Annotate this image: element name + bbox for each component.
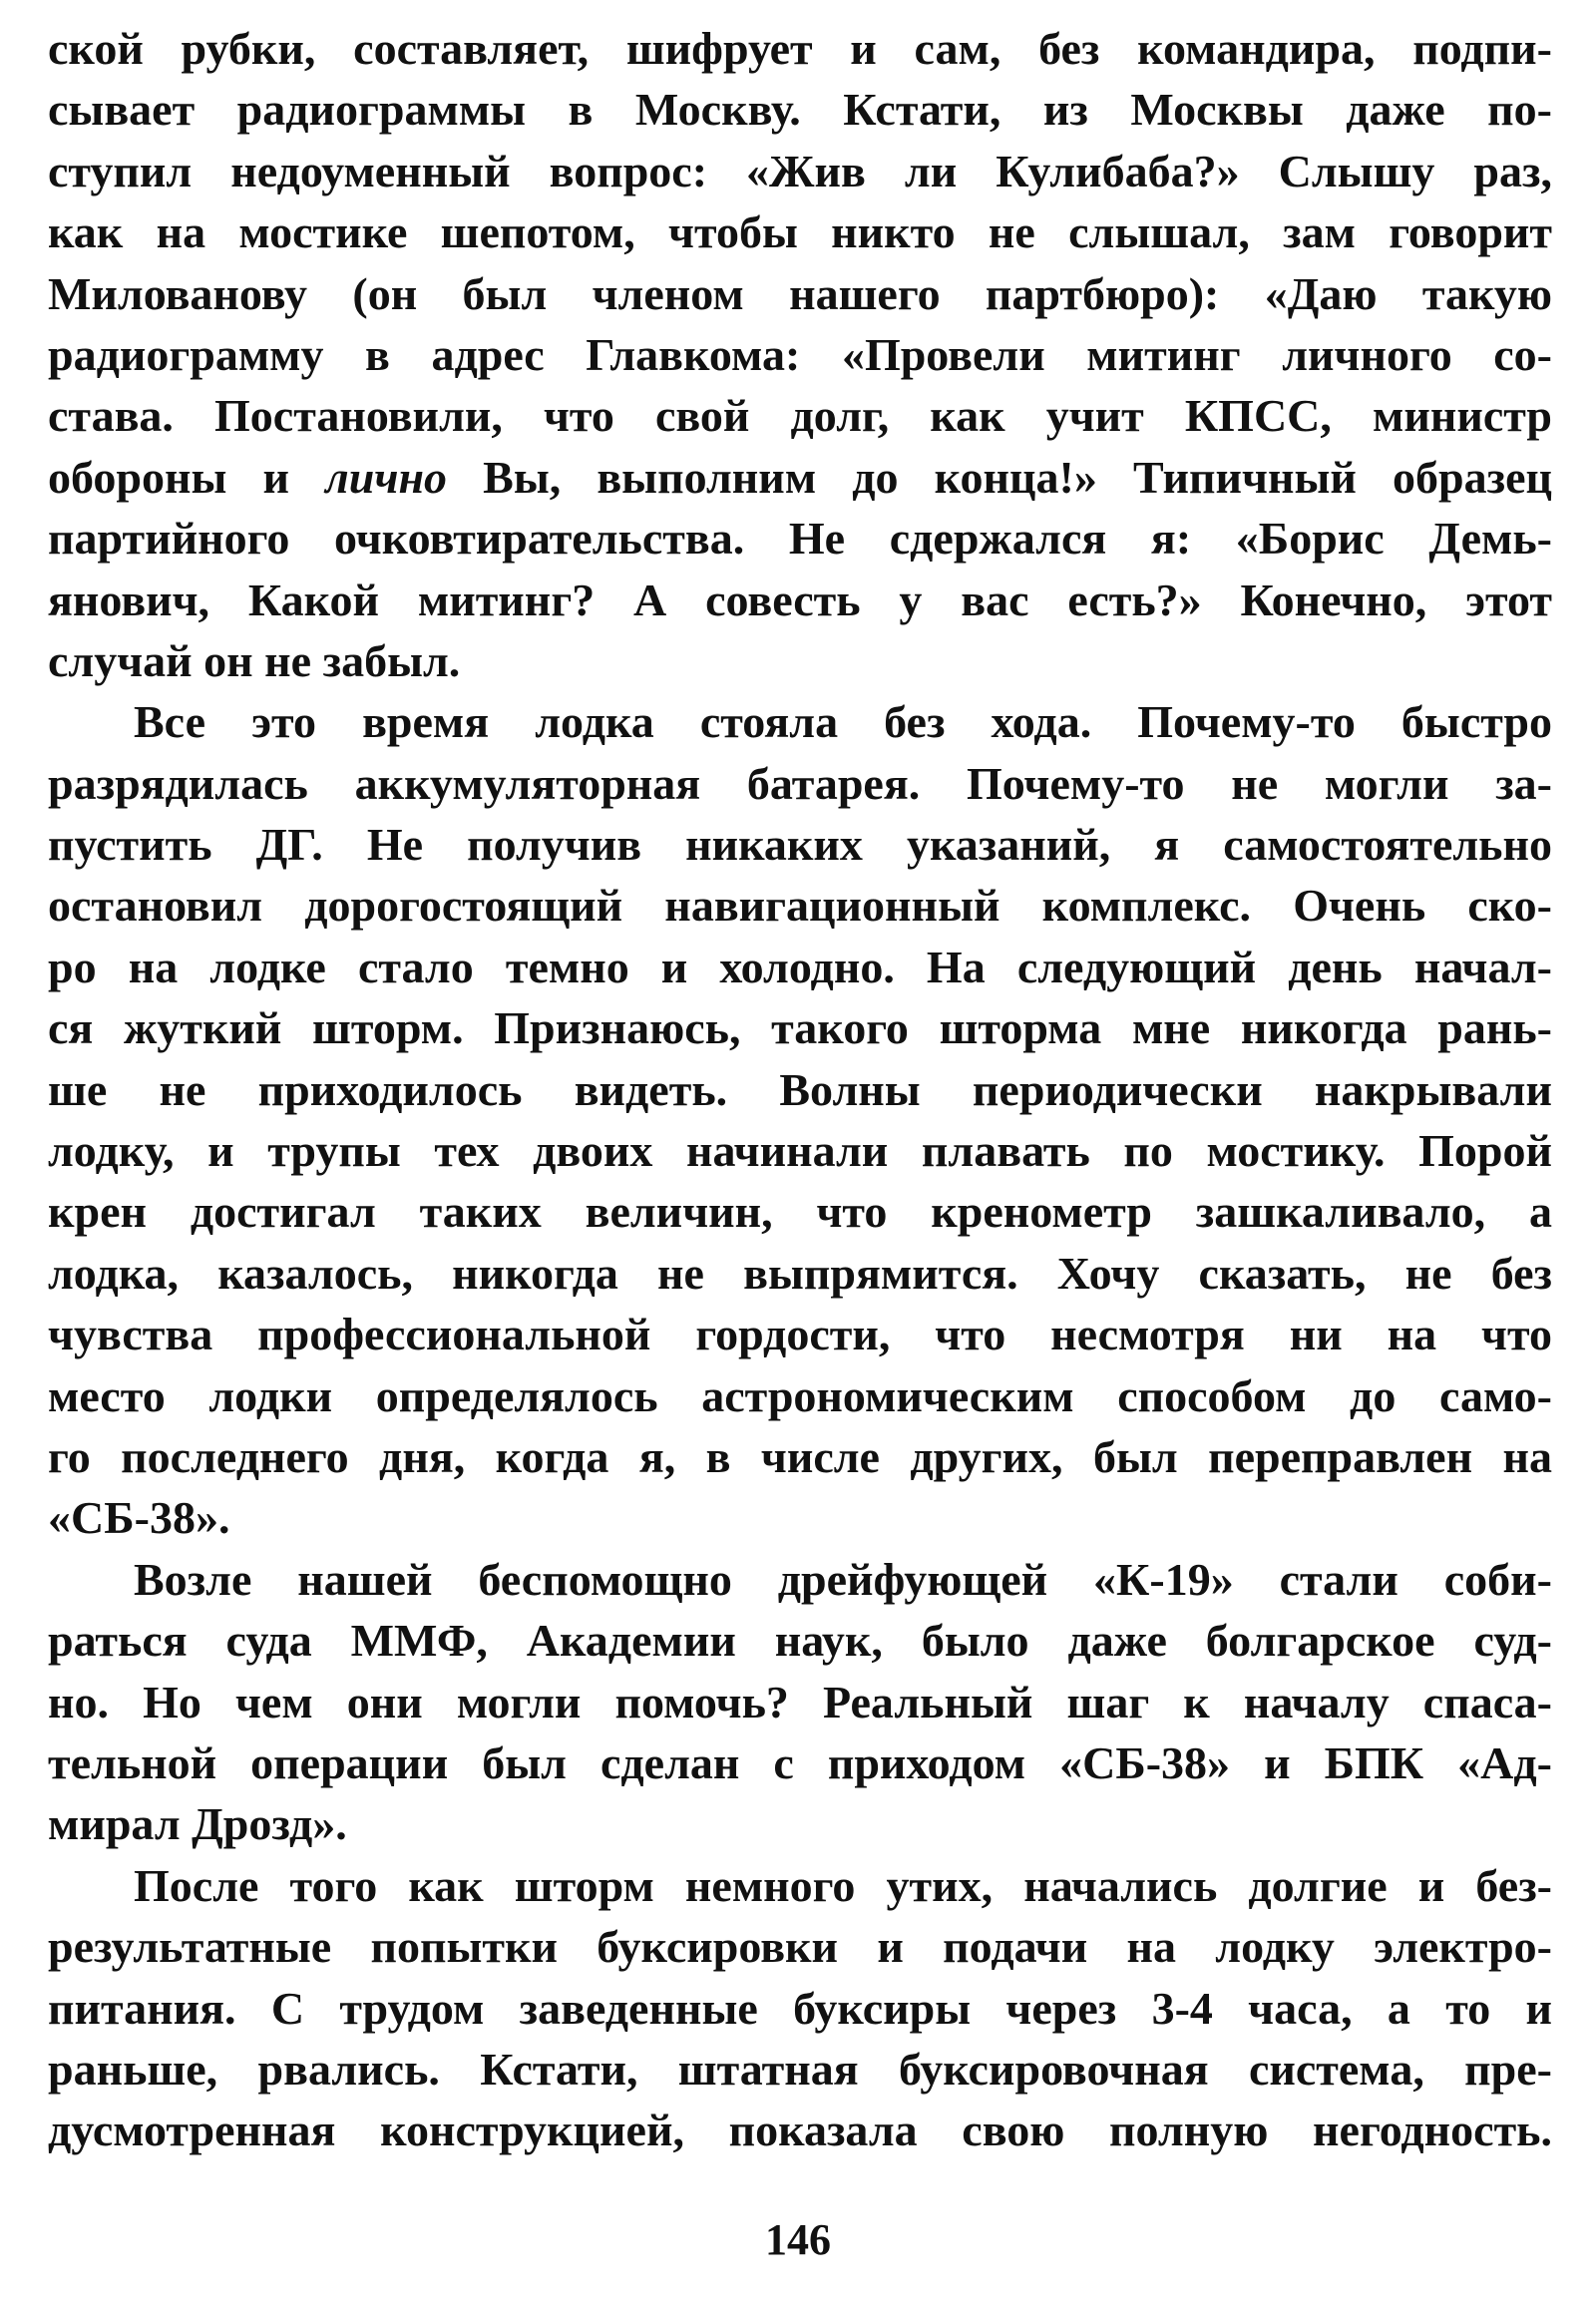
text-line: тельной операции был сделан с приходом «СБ-38» и БПК «Ад-: [48, 1736, 1552, 1788]
text-line: «СБ-38».: [48, 1492, 230, 1544]
text-line: пустить ДГ. Не получив никаких указаний, я самостоятельно: [48, 819, 1552, 871]
text-line: го последнего дня, когда я, в числе других, был переправлен на: [48, 1430, 1552, 1482]
text-line: питания. С трудом заведенные буксиры через 3-4 часа, а то и: [48, 1982, 1552, 2034]
text-line: раться суда ММФ, Академии наук, было даже болгарское суд-: [48, 1615, 1552, 1667]
paragraph-3: [48, 1549, 1552, 1855]
book-page-text: [48, 18, 1552, 2161]
text-line: После того как шторм немного утих, начались долгие и без-: [134, 1859, 1552, 1911]
text-line: дусмотренная конструкцией, показала свою полную негодность.: [48, 2105, 1552, 2156]
text-line: но. Но чем они могли помочь? Реальный шаг к началу спаса-: [48, 1676, 1552, 1727]
text-line: разрядилась аккумуляторная батарея. Почему-то не могли за-: [48, 757, 1552, 809]
text-fragment: Вы, выполним до конца!» Типичный образец: [447, 451, 1552, 503]
paragraph-4: [48, 1855, 1552, 2161]
text-line: результатные попытки буксировки и подачи на лодку электро-: [48, 1921, 1552, 1973]
text-line: как на мостике шепотом, чтобы никто не слышал, зам говорит: [48, 206, 1552, 258]
text-line: Все это время лодка стояла без хода. Почему-то быстро: [134, 696, 1552, 748]
text-line: ро на лодке стало темно и холодно. На следующий день начал-: [48, 941, 1552, 992]
text-line: радиограмму в адрес Главкома: «Провели митинг личного со-: [48, 328, 1552, 380]
text-line: Возле нашей беспомощно дрейфующей «К-19» стали соби-: [134, 1553, 1552, 1605]
text-line: ше не приходилось видеть. Волны периодически накрывали: [48, 1063, 1552, 1115]
text-line: Милованову (он был членом нашего партбюро): «Даю такую: [48, 267, 1552, 319]
text-line: остановил дорогостоящий навигационный комплекс. Очень ско-: [48, 880, 1552, 932]
text-fragment: обороны и: [48, 451, 326, 503]
text-line: става. Постановили, что свой долг, как учит КПСС, министр: [48, 390, 1552, 442]
text-line: место лодки определялось астрономическим способом до само-: [48, 1369, 1552, 1421]
text-line: лодку, и трупы тех двоих начинали плавать по мостику. Порой: [48, 1125, 1552, 1177]
text-line: случай он не забыл.: [48, 634, 461, 686]
text-line: ступил недоуменный вопрос: «Жив ли Кулибаба?» Слышу раз,: [48, 145, 1552, 196]
emphasized-word: лично: [325, 451, 448, 503]
paragraph-1: [48, 18, 1552, 691]
text-line: чувства профессиональной гордости, что несмотря ни на что: [48, 1309, 1552, 1360]
page-number: 146: [765, 2215, 831, 2264]
text-line-with-emphasis: [48, 447, 1552, 508]
text-line: ской рубки, составляет, шифрует и сам, без командира, подпи-: [48, 23, 1552, 74]
paragraph-2: [48, 691, 1552, 1548]
text-line: крен достигал таких величин, что кренометр зашкаливало, а: [48, 1186, 1552, 1238]
text-line: мирал Дрозд».: [48, 1798, 347, 1850]
text-line: лодка, казалось, никогда не выпрямится. Хочу сказать, не без: [48, 1247, 1552, 1299]
text-line: партийного очковтирательства. Не сдержался я: «Борис Демь-: [48, 513, 1552, 565]
text-line: раньше, рвались. Кстати, штатная буксировочная система, пре-: [48, 2043, 1552, 2095]
text-line: янович, Какой митинг? А совесть у вас есть?» Конечно, этот: [48, 574, 1552, 625]
text-line: ся жуткий шторм. Признаюсь, такого шторма мне никогда рань-: [48, 1002, 1552, 1054]
text-line: сывает радиограммы в Москву. Кстати, из Москвы даже по-: [48, 84, 1552, 136]
